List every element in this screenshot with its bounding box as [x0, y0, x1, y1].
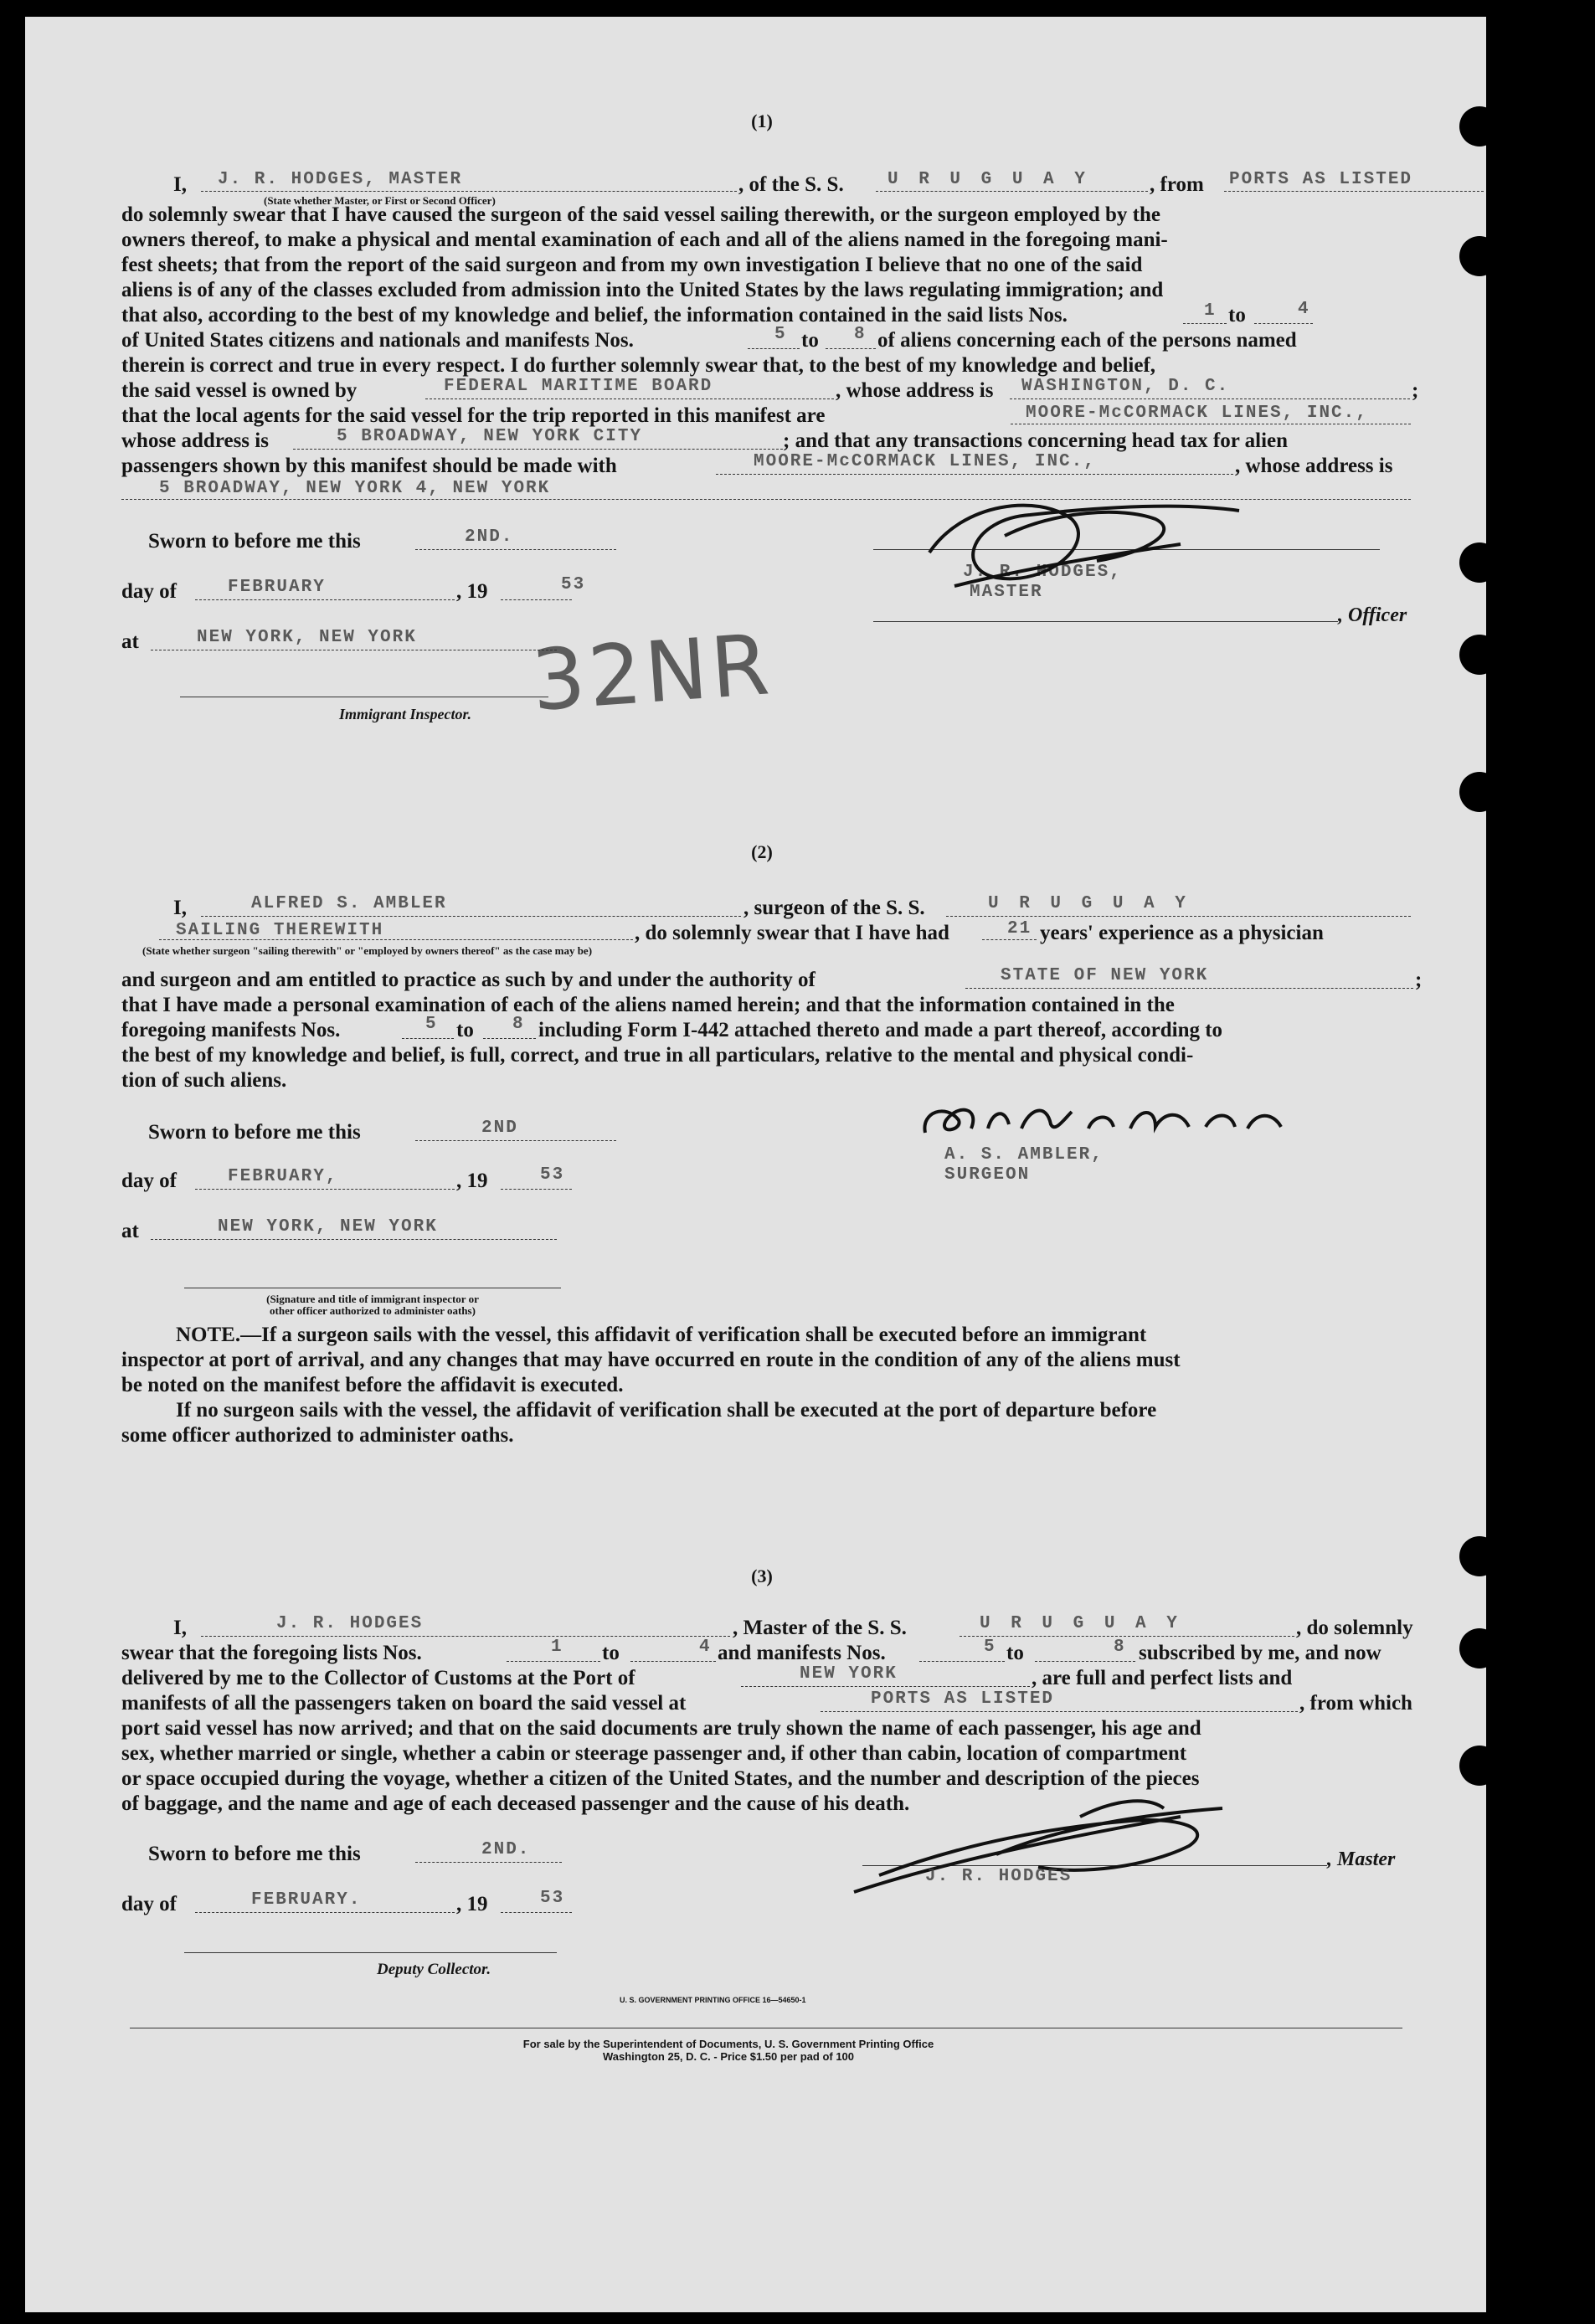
- month-value: FEBRUARY: [228, 578, 326, 597]
- sworn-day-value-2: 2ND: [481, 1118, 518, 1138]
- authority-value: STATE OF NEW YORK: [1001, 966, 1209, 985]
- month-line-2: [195, 1189, 455, 1190]
- year-prefix-3: , 19: [456, 1893, 488, 1915]
- master-name-line-3: [201, 1636, 730, 1637]
- lists-from-line: [1183, 323, 1227, 324]
- year-line: [501, 599, 572, 600]
- officer-line: [873, 621, 1338, 622]
- whose-address-label: , whose address is: [1235, 455, 1393, 477]
- day-of-label-2: day of: [121, 1170, 177, 1192]
- place-line-2: [151, 1239, 557, 1240]
- foregoing-label: foregoing manifests Nos.: [121, 1019, 341, 1041]
- body-line: of baggage, and the name and age of each deceased passenger and the cause of his death.: [121, 1792, 910, 1815]
- manifest-to-line-2: [483, 1038, 536, 1039]
- from-label: , from: [1150, 173, 1204, 196]
- sailing-caption: (State whether surgeon "sailing therewith" or "employed by owners thereof" as the case may be): [142, 944, 593, 957]
- footer-line: For sale by the Superintendent of Documents, U. S. Government Printing Office: [522, 2038, 934, 2050]
- binder-hole: [1459, 542, 1500, 583]
- whose-address-label: , whose address is: [836, 379, 994, 402]
- body-line: the best of my knowledge and belief, is full, correct, and true in all particulars, relative to the mental and physical condi-: [121, 1044, 1194, 1067]
- subscribed-label: subscribed by me, and now: [1139, 1642, 1381, 1664]
- printing-office-code: U. S. GOVERNMENT PRINTING OFFICE 16—54650-1: [620, 1996, 806, 2004]
- ink-stamp: 32NR: [528, 615, 776, 730]
- master-signature-section-1: [904, 486, 1256, 620]
- manifest-to-value-2: 8: [512, 1015, 525, 1034]
- sailing-value: SAILING THEREWITH: [176, 921, 384, 940]
- surgeon-name-line: [201, 916, 741, 917]
- sworn-day-line-2: [415, 1140, 616, 1141]
- lists-to-line-3: [630, 1661, 716, 1662]
- owner-address-line: [1010, 398, 1410, 399]
- ship-name-value-3: U R U G U A Y: [980, 1614, 1182, 1633]
- section-1-lead: I,: [173, 173, 187, 196]
- signer-name: J. R. HODGES,: [963, 563, 1122, 582]
- year-line-2: [501, 1189, 572, 1190]
- deputy-signature-line: [184, 1952, 557, 1953]
- ship-line-2: [946, 916, 1411, 917]
- to-label: to: [1228, 304, 1246, 326]
- surgeon-signer-name: A. S. AMBLER,: [944, 1145, 1104, 1165]
- master-caption: , Master: [1327, 1848, 1396, 1870]
- month-value-3: FEBRUARY.: [251, 1890, 362, 1910]
- note-line: inspector at port of arrival, and any changes that may have occurred en route in the condition of any of the aliens must: [121, 1349, 1181, 1371]
- master-name-value-3: J. R. HODGES: [276, 1614, 424, 1633]
- section-3-number: (3): [751, 1566, 773, 1586]
- section-2-lead: I,: [173, 897, 187, 919]
- signer-title: MASTER: [970, 583, 1043, 602]
- inspector-caption: Immigrant Inspector.: [339, 706, 472, 722]
- owner-address-value: WASHINGTON, D. C.: [1021, 377, 1230, 396]
- manifest-from-value-3: 5: [984, 1638, 996, 1657]
- to-label: to: [801, 329, 819, 352]
- ship-line-3: [960, 1636, 1294, 1637]
- month-line: [195, 599, 455, 600]
- sworn-label: Sworn to before me this: [148, 530, 361, 553]
- binder-hole: [1459, 1746, 1500, 1786]
- manifest-from-line-3: [919, 1661, 1005, 1662]
- body-line: therein is correct and true in every respect. I do further solemnly swear that, to the best of my knowledge and belief,: [121, 354, 1156, 377]
- manifest-to-value: 8: [854, 325, 867, 344]
- to-label: to: [1006, 1642, 1024, 1664]
- lists-from-value-3: 1: [551, 1638, 563, 1657]
- port-value: NEW YORK: [800, 1664, 898, 1684]
- sworn-label-2: Sworn to before me this: [148, 1121, 361, 1144]
- at-label-2: at: [121, 1220, 139, 1242]
- years-line: [982, 939, 1037, 940]
- master-name-value: J. R. HODGES, MASTER: [218, 170, 463, 189]
- officer-caption-line: other officer authorized to administer oaths): [270, 1304, 476, 1317]
- year-prefix-2: , 19: [456, 1170, 488, 1192]
- owned-by-label: the said vessel is owned by: [121, 379, 358, 402]
- deputy-caption: Deputy Collector.: [377, 1961, 491, 1978]
- years-value: 21: [1007, 919, 1032, 938]
- officer-caption: , Officer: [1338, 604, 1407, 626]
- authority-line: [965, 988, 1413, 989]
- lists-from-line-3: [507, 1661, 600, 1662]
- to-label: to: [456, 1019, 474, 1041]
- ports-line: [821, 1711, 1298, 1712]
- port-line: [741, 1686, 1030, 1687]
- lists-to-line: [1254, 323, 1313, 324]
- surgeon-signer-title: SURGEON: [944, 1165, 1031, 1185]
- master-name-caption: (State whether Master, or First or Second Officer): [264, 194, 496, 207]
- owner-line: [425, 398, 834, 399]
- from-which-label: , from which: [1299, 1692, 1412, 1715]
- lists-label-3: swear that the foregoing lists Nos.: [121, 1642, 422, 1664]
- body-line: do solemnly swear that I have caused the surgeon of the said vessel sailing therewith, or the surgeon employed by the: [121, 203, 1160, 226]
- authority-label: and surgeon and am entitled to practice as such by and under the authority of: [121, 969, 816, 991]
- body-line: aliens is of any of the classes excluded from admission into the United States by the laws regulating immigration; and: [121, 279, 1164, 301]
- binder-hole: [1459, 635, 1500, 675]
- passengers-label: passengers shown by this manifest should be made with: [121, 455, 617, 477]
- sworn-label-3: Sworn to before me this: [148, 1843, 361, 1865]
- surgeon-of-label: , surgeon of the S. S.: [743, 897, 925, 919]
- day-of-label-3: day of: [121, 1893, 177, 1915]
- note-line: If no surgeon sails with the vessel, the affidavit of verification shall be executed at the port of departure before: [176, 1399, 1157, 1422]
- ports-value: PORTS AS LISTED: [871, 1689, 1055, 1709]
- year-value-3: 53: [540, 1889, 565, 1908]
- ship-name-value: U R U G U A Y: [888, 170, 1090, 189]
- ship-name-value-2: U R U G U A Y: [988, 894, 1191, 913]
- manifest-to-line: [826, 348, 876, 349]
- manifest-from-value-2: 5: [425, 1015, 438, 1034]
- agents-address-label: whose address is: [121, 429, 269, 452]
- agents-address-value: 5 BROADWAY, NEW YORK CITY: [337, 427, 643, 446]
- master-signer-name-3: J. R. HODGES: [925, 1867, 1073, 1886]
- lists-to-value-3: 4: [699, 1638, 712, 1657]
- officer-caption-line: (Signature and title of immigrant inspector or: [266, 1293, 479, 1305]
- lists-sentence: that also, according to the best of my knowledge and belief, the information contained in the said lists Nos.: [121, 304, 1068, 326]
- binder-hole: [1459, 772, 1500, 812]
- agents-value: MOORE-McCORMACK LINES, INC.,: [1026, 404, 1368, 423]
- section-3-lead: I,: [173, 1617, 187, 1639]
- year-prefix: , 19: [456, 580, 488, 603]
- day-of-label: day of: [121, 580, 177, 603]
- manifest-affidavit-page: (1) I, J. R. HODGES, MASTER (State whether Master, or First or Second Officer) , of the S. S. U R U G U A Y , from PORTS AS LISTED do solemnly swear that I have caused the surgeon of the said vessel sailing therewith, or the surgeon employed by the owners thereof, to make a physical and mental examination of each and all of the aliens named in the foregoing mani- fest sheets; that from the report of the said surgeon and from my own investigation I believe that no one of the said aliens is of any of the classes excluded from admission into the United States by the laws regulating immigration; and that also, according to the best of my knowledge and belief, the information contained in the said lists Nos. 1 to 4 of United States citizens and nationals and manifests Nos. 5 to 8 of aliens concerning each of the persons named therein is correct and true in every respect. I do further solemnly swear that, to the best of my knowledge and belief, the said vessel is owned by FEDERAL MARITIME BOARD , whose address is WASHINGTON, D. C. ; that the local agents for the said vessel for the trip reported in this manifest are MOORE-McCORMACK LINES, INC., whose address is 5 BROADWAY, NEW YORK CITY ; and that any transactions concerning head tax for alien passengers shown by this manifest should be made with MOORE-McCORMACK LINES, INC., , whose address is 5 BROADWAY, NEW YORK 4, NEW YORK Sworn to before me this 2ND. day of FEBRUARY , 19 53 J. R. HODGES, MASTER , Officer at NEW YORK, NEW YORK Immigrant Inspector. 32NR (2) I, ALFRED S. AMBLER , surgeon of the S. S. U R U G U A Y SAILING THEREWITH , do solemnly swear that I have had 21 years' experience as a physician (State whether surgeon "sailing therewith" or "employed by owners thereof" as the case may be) and surgeon and am entitled to practice as such by and under the authority of STATE OF NEW YORK ; that I have made a personal examination of each of the aliens named herein; and that the information contained in the foregoing manifests Nos. 5 to 8 including Form I-442 attached thereto and made a part thereof, according to the best of my knowledge and belief, is full, correct, and true in all particulars, relative to the mental and physical condi- tion of such aliens. Sworn to before me this 2ND A. S. AMBLER, SURGEON day of FEBRUARY, , 19 53 at NEW YORK, NEW YORK (Signature and title of immigrant inspector or other officer authorized to administer oaths) NOTE.—If a surgeon sails with the vessel, this affidavit of verification shall be executed before an immigrant inspector at port of arrival, and any changes that may have occurred en route in the condition of any of the aliens must be noted on the manifest before the affidavit is executed. If no surgeon sails with the vessel, the affidavit of verification shall be executed at the port of departure before some officer authorized to administer oaths. (3) I, J. R. HODGES , Master of the S. S. U R U G U A Y , do solemnly swear that the foregoing lists Nos. 1 to 4 and manifests Nos. 5 to 8 subscribed by me, and now delivered by me to the Collector of Customs at the Port of NEW YORK , are full and perfect lists and manifests of all the passengers taken on board the said vessel at PORTS AS LISTED , from which port said vessel has now arrived; and that on the said documents are truly shown the name of each passenger, his age and sex, whether married or single, whether a cabin or steerage passenger and, if other than cabin, location of compartment or space occupied during the voyage, whether a citizen of the United States, and the number and description of the pieces of baggage, and the name and age of each deceased passenger and the cause of his death. Sworn to before me this 2ND. , Master J. R. HODGES day of FEBRUARY. , 19 53 Deputy Collector. U. S. GOVERNMENT PRINTING OFFICE 16—54650-1 For sale by the Superintendent of Documents, U. S. Government Printing Office Washington 25, D. C. - Price $1.50 per pad of 100: [25, 17, 1486, 2312]
- agents-address-line: [293, 449, 783, 450]
- section-1-number: (1): [751, 111, 773, 131]
- binder-hole: [1459, 1536, 1500, 1576]
- binder-hole: [1459, 1628, 1500, 1668]
- surgeon-signature: [913, 1095, 1315, 1145]
- body-line: owners thereof, to make a physical and mental examination of each and all of the aliens named in the foregoing mani-: [121, 229, 1168, 251]
- and-manifests-label: and manifests Nos.: [718, 1642, 886, 1664]
- year-line-3: [501, 1912, 572, 1913]
- master-of-label: , Master of the S. S.: [733, 1617, 907, 1639]
- sworn-day-value: 2ND.: [465, 527, 514, 547]
- head-tax-agent-line: [716, 474, 1233, 475]
- binder-hole: [1459, 236, 1500, 276]
- swear-had-label: , do solemnly swear that I have had: [635, 922, 949, 944]
- body-line: that I have made a personal examination of each of the aliens named herein; and that the information contained in the: [121, 994, 1175, 1016]
- from-line: [1224, 191, 1484, 192]
- note-line: be noted on the manifest before the affidavit is executed.: [121, 1374, 624, 1396]
- manifest-to-line-3: [1035, 1661, 1135, 1662]
- place-value: NEW YORK, NEW YORK: [197, 628, 417, 647]
- collector-label: delivered by me to the Collector of Customs at the Port of: [121, 1667, 635, 1689]
- sworn-day-line-3: [415, 1862, 562, 1863]
- lists-from-value: 1: [1204, 301, 1217, 321]
- manifest-from-line-2: [402, 1038, 454, 1039]
- head-tax-agent-value: MOORE-McCORMACK LINES, INC.,: [754, 452, 1096, 471]
- body-line: tion of such aliens.: [121, 1069, 287, 1092]
- at-label: at: [121, 630, 139, 653]
- section-2-number: (2): [751, 841, 773, 862]
- body-line: fest sheets; that from the report of the said surgeon and from my own investigation I believe that no one of the said: [121, 254, 1143, 276]
- footer-line: Washington 25, D. C. - Price $1.50 per pad of 100: [602, 2050, 855, 2063]
- ship-line: [876, 191, 1148, 192]
- manifest-from-line: [748, 348, 800, 349]
- lists-to-value: 4: [1298, 300, 1310, 319]
- agents-label: that the local agents for the said vessel for the trip reported in this manifest are: [121, 404, 826, 427]
- note-line: NOTE.—If a surgeon sails with the vessel, this affidavit of verification shall be executed before an immigrant: [176, 1324, 1147, 1346]
- sworn-day-value-3: 2ND.: [481, 1840, 531, 1859]
- sailing-line: [159, 939, 633, 940]
- surgeon-name-value: ALFRED S. AMBLER: [251, 894, 447, 913]
- do-solemnly-label: , do solemnly: [1296, 1617, 1413, 1639]
- full-lists-label: , are full and perfect lists and: [1032, 1667, 1293, 1689]
- master-name-line: [201, 191, 737, 192]
- manifest-to-value-3: 8: [1114, 1638, 1126, 1657]
- note-line: some officer authorized to administer oaths.: [121, 1424, 514, 1447]
- foregoing-rest: including Form I-442 attached thereto and made a part thereof, according to: [538, 1019, 1223, 1041]
- manifest-from-value: 5: [774, 325, 787, 344]
- master-signature-section-3: [829, 1783, 1281, 1909]
- head-tax-address-value: 5 BROADWAY, NEW YORK 4, NEW YORK: [159, 479, 551, 498]
- year-value-2: 53: [540, 1165, 565, 1185]
- taken-on-board-label: manifests of all the passengers taken on board the said vessel at: [121, 1692, 687, 1715]
- owner-value: FEDERAL MARITIME BOARD: [444, 377, 713, 396]
- years-rest: years' experience as a physician: [1040, 922, 1324, 944]
- sworn-day-line: [415, 549, 616, 550]
- to-label: to: [602, 1642, 620, 1664]
- place-value-2: NEW YORK, NEW YORK: [218, 1217, 438, 1237]
- manifests-sentence: of United States citizens and nationals and manifests Nos.: [121, 329, 634, 352]
- body-line: or space occupied during the voyage, whether a citizen of the United States, and the number and description of the pieces: [121, 1767, 1200, 1790]
- of-ss-label: , of the S. S.: [738, 173, 844, 196]
- year-value: 53: [561, 575, 586, 594]
- body-line: sex, whether married or single, whether a cabin or steerage passenger and, if other than cabin, location of compartment: [121, 1742, 1187, 1765]
- body-line: port said vessel has now arrived; and that on the said documents are truly shown the name of each passenger, his age and: [121, 1717, 1201, 1740]
- binder-hole: [1459, 106, 1500, 147]
- month-line-3: [195, 1912, 455, 1913]
- manifests-sentence-end: of aliens concerning each of the persons named: [877, 329, 1297, 352]
- month-value-2: FEBRUARY,: [228, 1167, 338, 1186]
- from-value: PORTS AS LISTED: [1229, 170, 1413, 189]
- head-tax-label: ; and that any transactions concerning head tax for alien: [783, 429, 1289, 452]
